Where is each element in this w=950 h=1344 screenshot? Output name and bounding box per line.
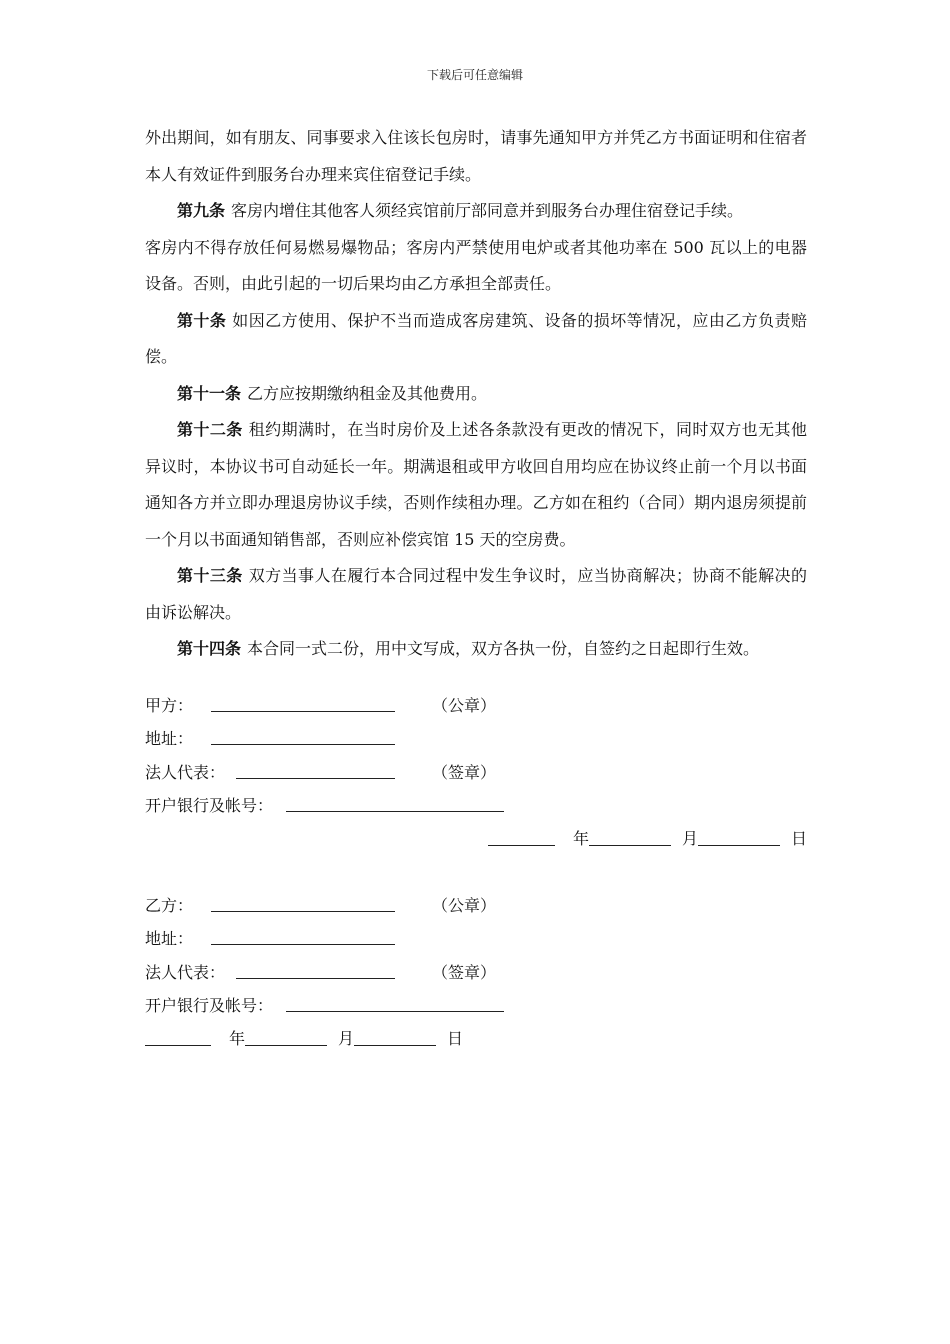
party-b-rep-line bbox=[236, 978, 395, 979]
party-b-bank-label: 开户银行及帐号： bbox=[145, 995, 274, 1015]
party-a-bank-row bbox=[145, 796, 807, 829]
month-label: 月 bbox=[682, 829, 699, 848]
day-label: 日 bbox=[447, 1029, 464, 1048]
party-a-official-seal: （公章） bbox=[432, 696, 497, 715]
article-9 bbox=[145, 193, 807, 230]
article-11 bbox=[145, 376, 807, 413]
paragraph-text: 如因乙方使用、保护不当而造成客房建筑、设备的损坏等情况，应由乙方负责赔偿。 bbox=[145, 310, 807, 366]
year-blank bbox=[145, 1045, 211, 1046]
party-a-rep-row bbox=[145, 763, 807, 796]
article-13 bbox=[145, 558, 807, 631]
paragraph-continued bbox=[145, 120, 807, 193]
article-14 bbox=[145, 631, 807, 668]
party-a-bank-line bbox=[286, 811, 504, 812]
article-12 bbox=[145, 412, 807, 558]
year-blank bbox=[488, 845, 555, 846]
party-a-date-row bbox=[487, 829, 809, 853]
article-number: 第九条 bbox=[177, 201, 226, 220]
party-b-name-label: 乙方： bbox=[145, 896, 194, 915]
party-a-rep-label: 法人代表： bbox=[145, 762, 226, 782]
party-a-address-row bbox=[145, 729, 807, 762]
page-header-note: 下载后可任意编辑 bbox=[426, 68, 523, 82]
party-b-rep-row bbox=[145, 963, 807, 996]
paragraph-text: 外出期间，如有朋友、同事要求入住该长包房时，请事先通知甲方并凭乙方书面证明和住宿者本人有效证件到服务台办理来宾住宿登记手续。 bbox=[145, 128, 807, 184]
month-label: 月 bbox=[338, 1029, 355, 1048]
party-b-rep-label: 法人代表： bbox=[145, 962, 226, 982]
paragraph-text: 租约期满时，在当时房价及上述各条款没有更改的情况下，同时双方也无其他异议时，本协议书可自动延长一年。期满退租或甲方收回自用均应在协议终止前一个月以书面通知各方并立即办理退房协议手续，否则作续租办理。乙方如在租约（合同）期内退房须提前一个月以书面通知销售部，否则应补偿宾馆 15 天的空房费。 bbox=[145, 420, 807, 549]
paragraph-continued bbox=[145, 230, 807, 303]
party-a-address-label: 地址： bbox=[145, 729, 194, 749]
article-number: 第十一条 bbox=[177, 383, 242, 403]
party-a-name-row bbox=[145, 696, 807, 729]
party-b-bank-line bbox=[286, 1011, 504, 1012]
party-a-name-label: 甲方： bbox=[145, 696, 194, 715]
party-a-signature-block bbox=[145, 696, 807, 829]
day-blank bbox=[354, 1045, 436, 1046]
party-a-bank-label: 开户银行及帐号： bbox=[145, 795, 274, 815]
article-number: 第十二条 bbox=[177, 420, 243, 439]
party-a-rep-line bbox=[236, 778, 395, 779]
party-b-address-line bbox=[211, 944, 395, 945]
party-a-address-line bbox=[211, 744, 395, 745]
article-number: 第十四条 bbox=[177, 639, 242, 658]
party-a-name-line bbox=[211, 711, 395, 712]
paragraph-text: 客房内增住其他客人须经宾馆前厅部同意并到服务台办理住宿登记手续。 bbox=[231, 201, 744, 220]
year-label: 年 bbox=[573, 829, 590, 848]
party-b-bank-row bbox=[145, 996, 807, 1029]
party-a-rep-seal: （签章） bbox=[432, 762, 497, 782]
month-blank bbox=[589, 845, 671, 846]
contract-body bbox=[145, 120, 807, 668]
party-b-address-row bbox=[145, 929, 807, 962]
article-number: 第十三条 bbox=[177, 566, 243, 585]
paragraph-text: 乙方应按期缴纳租金及其他费用。 bbox=[247, 383, 488, 403]
paragraph-text: 客房内不得存放任何易燃易爆物品；客房内严禁使用电炉或者其他功率在 500 瓦以上的电器设备。否则，由此引起的一切后果均由乙方承担全部责任。 bbox=[145, 237, 807, 293]
party-b-address-label: 地址： bbox=[145, 929, 194, 949]
party-b-name-line bbox=[211, 911, 395, 912]
article-number: 第十条 bbox=[177, 310, 227, 330]
paragraph-text: 双方当事人在履行本合同过程中发生争议时，应当协商解决；协商不能解决的由诉讼解决。 bbox=[145, 566, 807, 622]
party-b-date-row bbox=[145, 1029, 467, 1053]
party-b-name-row bbox=[145, 896, 807, 929]
month-blank bbox=[245, 1045, 327, 1046]
paragraph-text: 本合同一式二份，用中文写成，双方各执一份，自签约之日起即行生效。 bbox=[247, 639, 760, 658]
party-b-official-seal: （公章） bbox=[432, 896, 497, 915]
day-blank bbox=[698, 845, 780, 846]
party-b-signature-block bbox=[145, 896, 807, 1029]
year-label: 年 bbox=[229, 1029, 246, 1048]
party-b-rep-seal: （签章） bbox=[432, 962, 497, 982]
day-label: 日 bbox=[791, 829, 808, 848]
article-10 bbox=[145, 303, 807, 376]
